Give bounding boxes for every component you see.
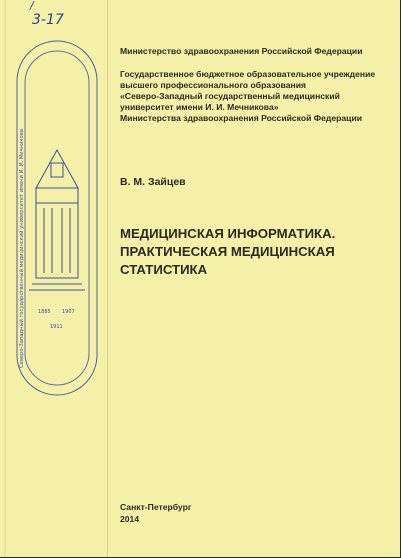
book-title [120,225,395,279]
stamp-year-1: 1885 [38,309,51,315]
ministry-line: Министерство здравоохранения Российской Федерации [120,46,363,56]
institution-line: Государственное бюджетное образовательное учреждение [120,69,376,79]
publication-year: 2014 [120,514,140,524]
title-line: МЕДИЦИНСКАЯ ИНФОРМАТИКА. [120,226,336,241]
cover-fold-line [107,0,108,557]
institution-line: университет имени И. И. Мечникова» [120,102,279,112]
handwritten-note-text: 3-17 [32,12,64,28]
stamp-year-2: 1907 [62,309,75,315]
publication-city: Санкт-Петербург [120,502,192,512]
stamp-year-3: 1911 [50,324,63,330]
library-stamp [14,38,100,398]
institution-line: «Северо-Западный государственный медицинский [120,91,340,101]
stamp-text-left: Северо-Западный государственный медицинский университет имени И. И. Мечникова [19,129,25,368]
institution-line: Министерства здравоохранения Российской Федерации [120,113,363,123]
handwritten-note [24,0,84,30]
author-name: В. М. Зайцев [120,176,186,188]
svg-text:/: / [30,0,34,12]
institution-line: высшего профессионального образования [120,80,306,90]
title-line: СТАТИСТИКА [120,262,208,277]
title-line: ПРАКТИЧЕСКАЯ МЕДИЦИНСКАЯ [120,244,335,259]
institution-block [120,69,395,124]
